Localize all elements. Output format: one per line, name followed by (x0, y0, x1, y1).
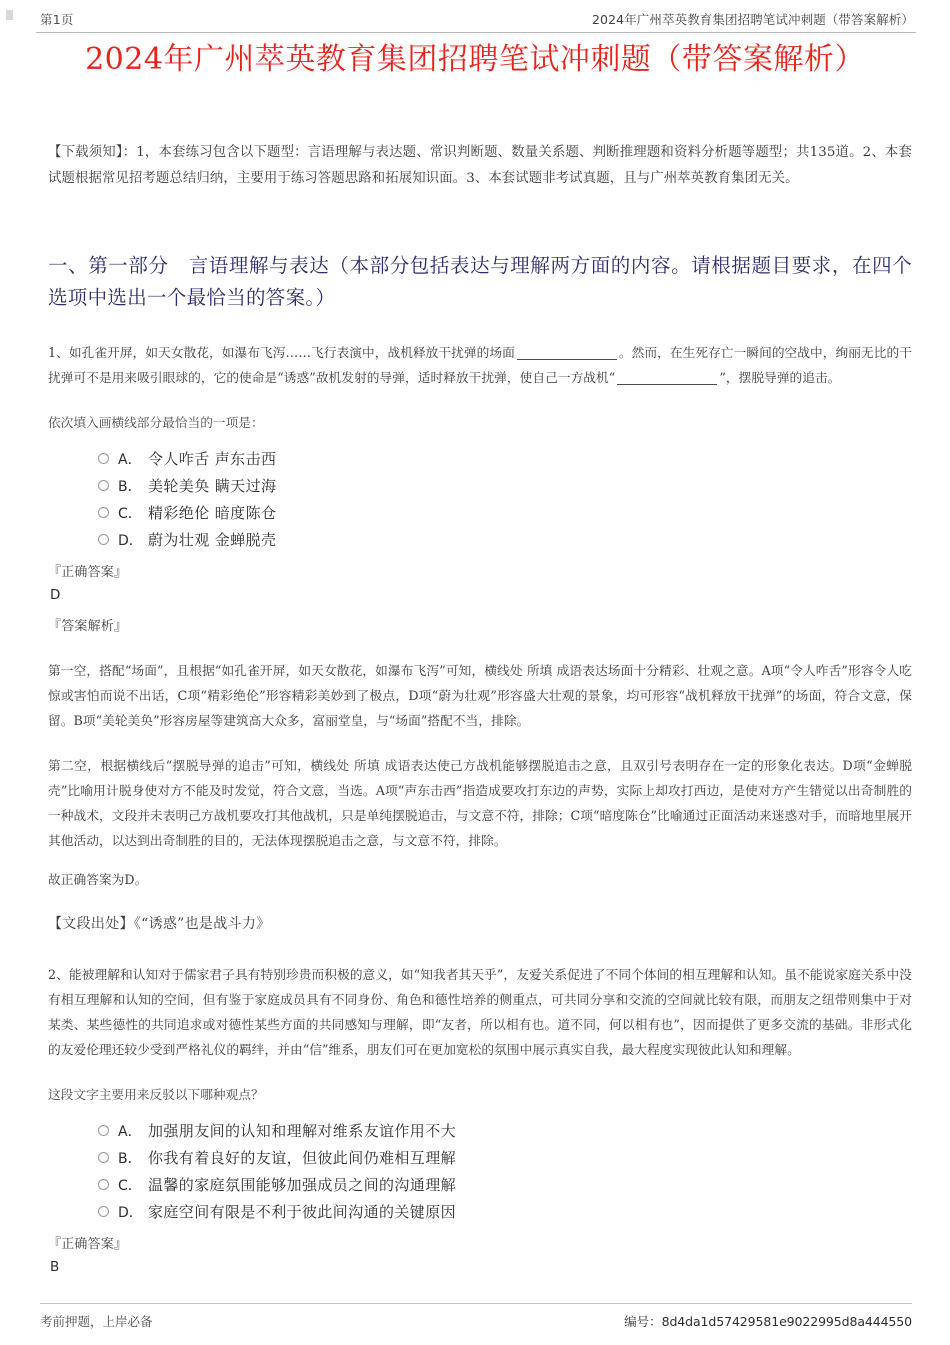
question-2 (48, 962, 912, 1278)
footer-code-label: 编号： (624, 1314, 662, 1329)
section-heading-part-one: 一、第一部分 言语理解与表达（本部分包括表达与理解两方面的内容。请根据题目要求，在四个选项中选出一个最恰当的答案。） (48, 254, 912, 309)
question-1-stem-part3: ”，摆脱导弹的追击。 (719, 370, 841, 385)
radio-button-icon[interactable] (98, 507, 109, 518)
question-1-options (98, 446, 912, 552)
radio-button-icon[interactable] (98, 1152, 109, 1163)
option-text: 你我有着良好的友谊，但彼此间仍难相互理解 (148, 1149, 457, 1167)
question-2-option-d[interactable] (98, 1199, 912, 1224)
question-1-analysis-para-1: 第一空，搭配“场面”，且根据“如孔雀开屏，如天女散花，如瀑布飞泻”可知，横线处 所填 成语表达场面十分精彩、壮观之意。A项“令人咋舌”形容令人吃惊或害怕而说不出话，C项“精彩绝伦”形容精彩美妙到了极点，D项“蔚为壮观”形容盛大壮观的景象，均可形容“战机释放干扰弹”的场面，符合文意，保留。B项“美轮美奂”形容房屋等建筑高大众多，富丽堂皇，与“场面”搭配不当，排除。 (48, 663, 912, 728)
source-text: 《“诱惑”也是战斗力》 (133, 916, 271, 932)
question-2-option-b[interactable] (98, 1145, 912, 1170)
footer-code (624, 1312, 912, 1330)
question-1-answer-value: D (50, 587, 61, 603)
question-1-option-a[interactable] (98, 446, 912, 471)
option-letter: D． (118, 1204, 143, 1221)
question-1-blank-1 (517, 359, 617, 360)
running-title: 2024年广州萃英教育集团招聘笔试冲刺题（带答案解析） (591, 12, 914, 27)
page-number-label: 第1页 (40, 12, 74, 27)
option-letter: B． (118, 478, 142, 495)
option-text: 令人咋舌 声东击西 (148, 450, 277, 468)
option-text: 精彩绝伦 暗度陈仓 (148, 504, 277, 522)
question-1 (48, 340, 912, 936)
option-letter: C． (118, 1177, 142, 1194)
option-letter: C． (118, 505, 142, 522)
question-1-stem (48, 340, 912, 390)
question-1-stem-part1: 1、如孔雀开屏，如天女散花，如瀑布飞泻……飞行表演中，战机释放干扰弹的场面 (48, 345, 515, 360)
option-text: 温馨的家庭氛围能够加强成员之间的沟通理解 (148, 1176, 457, 1194)
radio-button-icon[interactable] (98, 453, 109, 464)
footer-code-value: 8d4da1d57429581e9022995d8a444550 (661, 1314, 912, 1329)
question-2-option-a[interactable] (98, 1118, 912, 1143)
question-1-blank-2 (617, 384, 717, 385)
page-footer (0, 1303, 950, 1333)
question-1-source (48, 912, 912, 936)
question-1-analysis-label: 『答案解析』 (48, 619, 128, 634)
question-2-answer-label: 『正确答案』 (48, 1237, 128, 1252)
question-1-stem-part2: 。然而，在生死存亡一瞬间的空战中，绚丽无比的干扰弹可不是用来吸引眼球的，它的使命是“诱惑”敌机发射的导弹，适时释放干扰弹，使自己一方战机“ (48, 345, 912, 385)
question-2-stem: 2、能被理解和认知对于儒家君子具有特别珍贵而积极的意义，如“知我者其天乎”，友爱关系促进了不同个体间的相互理解和认知。虽不能说家庭关系中没有相互理解和认知的空间，但有鉴于家庭成员具有不同身份、角色和德性培养的侧重点，可共同分享和交流的空间就比较有限，而朋友之纽带则集中于对某类、某些德性的共同追求或对德性某些方面的共同感知与理解，即“友者，所以相有也。道不同，何以相有也”，因而提供了更多交流的基础。非形式化的友爱伦理还较少受到严格礼仪的羁绊，并由“信”维系，朋友们可在更加宽松的氛围中展示真实自我，最大程度实现彼此认知和理解。 (48, 967, 912, 1057)
question-1-option-d[interactable] (98, 527, 912, 552)
document-title: 2024年广州萃英教育集团招聘笔试冲刺题（带答案解析） (85, 42, 865, 77)
radio-button-icon[interactable] (98, 1206, 109, 1217)
question-1-prompt: 依次填入画横线部分最恰当的一项是： (48, 415, 264, 430)
source-label: 【文段出处】 (48, 916, 134, 932)
radio-button-icon[interactable] (98, 1125, 109, 1136)
question-2-prompt: 这段文字主要用来反驳以下哪种观点？ (48, 1087, 264, 1102)
page-running-header (0, 8, 950, 34)
download-notice: 【下载须知】：1，本套练习包含以下题型：言语理解与表达题、常识判断题、数量关系题、判断推理题和资料分析题等题型；共135道。2、本套试题根据常见招考题总结归纳，主要用于练习答题思路和拓展知识面。3、本套试题非考试真题，且与广州萃英教育集团无关。 (48, 145, 912, 186)
question-1-option-b[interactable] (98, 473, 912, 498)
footer-slogan: 考前押题，上岸必备 (40, 1314, 153, 1329)
option-text: 蔚为壮观 金蝉脱壳 (148, 531, 277, 549)
question-1-answer-label: 『正确答案』 (48, 565, 128, 580)
header-divider (36, 32, 916, 33)
option-text: 家庭空间有限是不利于彼此间沟通的关键原因 (148, 1203, 457, 1221)
document-body (48, 140, 912, 1278)
option-letter: A． (118, 1123, 142, 1140)
footer-divider (40, 1303, 912, 1304)
radio-button-icon[interactable] (98, 480, 109, 491)
question-2-options (98, 1118, 912, 1224)
question-1-analysis-conclusion: 故正确答案为D。 (48, 872, 148, 887)
question-2-option-c[interactable] (98, 1172, 912, 1197)
option-text: 美轮美奂 瞒天过海 (148, 477, 277, 495)
radio-button-icon[interactable] (98, 534, 109, 545)
question-1-option-c[interactable] (98, 500, 912, 525)
option-letter: B． (118, 1150, 142, 1167)
option-text: 加强朋友间的认知和理解对维系友谊作用不大 (148, 1122, 457, 1140)
option-letter: D． (118, 532, 143, 549)
question-1-analysis-para-2: 第二空，根据横线后“摆脱导弹的追击”可知，横线处 所填 成语表达使己方战机能够摆脱追击之意，且双引号表明存在一定的形象化表达。D项“金蝉脱壳”比喻用计脱身使对方不能及时发觉，符合文意，当选。A项“声东击西”指造成要攻打东边的声势，实际上却攻打西边，是使对方产生错觉以出奇制胜的一种战术，文段并未表明己方战机要攻打其他战机，只是单纯摆脱追击，与文意不符，排除；C项“暗度陈仓”比喻通过正面活动来迷惑对手，而暗地里展开其他活动，以达到出奇制胜的目的，无法体现摆脱追击之意，与文意不符，排除。 (48, 758, 912, 848)
option-letter: A． (118, 451, 142, 468)
radio-button-icon[interactable] (98, 1179, 109, 1190)
question-2-answer-value: B (50, 1259, 60, 1275)
